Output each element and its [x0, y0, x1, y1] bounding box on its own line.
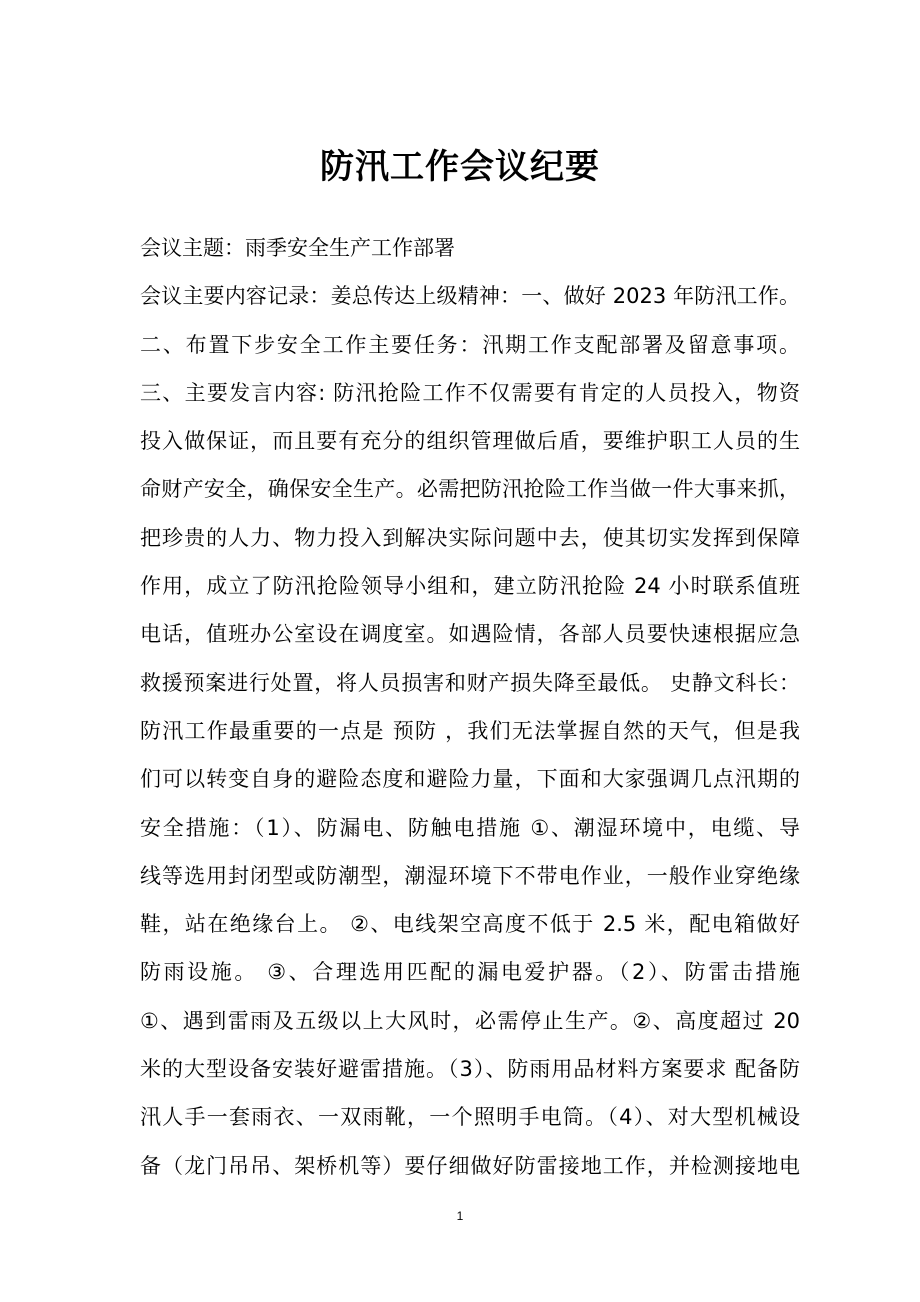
body-line: 二、布置下步安全工作主要任务：汛期工作支配部署及留意事项。 — [140, 332, 800, 357]
body-line: ①、遇到雷雨及五级以上大风时，必需停止生产。②、高度超过 20 — [140, 1008, 801, 1033]
body-line: 线等选用封闭型或防潮型，潮湿环境下不带电作业，一般作业穿绝缘 — [140, 863, 800, 888]
body-line: 三、主要发言内容: 防汛抢险工作不仅需要有肯定的人员投入，物资 — [140, 380, 800, 405]
body-line: 汛人手一套雨衣、一双雨靴，一个照明手电筒。（4）、对大型机械设 — [140, 1105, 800, 1130]
body-line: 鞋，站在绝缘台上。 ②、电线架空高度不低于 2.5 米，配电箱做好 — [140, 912, 800, 937]
body-line: 会议主题：雨季安全生产工作部署 — [140, 236, 455, 260]
body-line: 救援预案进行处置，将人员损害和财产损失降至最低。 史静文科长： — [140, 670, 800, 695]
body-line: 作用，成立了防汛抢险领导小组和，建立防汛抢险 24 小时联系值班 — [140, 574, 800, 599]
body-line: 防汛工作最重要的一点是 预防 ，我们无法掌握自然的天气，但是我 — [140, 718, 800, 743]
body-line: 投入做保证，而且要有充分的组织管理做后盾，要维护职工人员的生 — [140, 429, 800, 454]
body-line: 会议主要内容记录：姜总传达上级精神：一、做好 2023 年防汛工作。 — [140, 284, 800, 309]
document-body — [140, 224, 800, 1190]
page-number: 1 — [456, 1209, 464, 1223]
body-line: 把珍贵的人力、物力投入到解决实际问题中去，使其切实发挥到保障 — [140, 525, 800, 550]
body-line: 米的大型设备安装好避雷措施。（3）、防雨用品材料方案要求 配备防 — [140, 1057, 800, 1082]
body-line: 命财产安全，确保安全生产。必需把防汛抢险工作当做一件大事来抓， — [140, 477, 800, 502]
document-title: 防汛工作会议纪要 — [320, 147, 600, 187]
body-line: 安全措施：（1）、防漏电、防触电措施 ①、潮湿环境中，电缆、导 — [140, 815, 800, 840]
body-line: 电话，值班办公室设在调度室。如遇险情，各部人员要快速根据应急 — [140, 622, 800, 647]
body-line: 备（龙门吊吊、架桥机等）要仔细做好防雷接地工作，并检测接地电 — [140, 1153, 800, 1178]
body-line: 们可以转变自身的避险态度和避险力量，下面和大家强调几点汛期的 — [140, 767, 800, 792]
body-line: 防雨设施。 ③、合理选用匹配的漏电爱护器。（2）、防雷击措施 — [140, 960, 800, 985]
